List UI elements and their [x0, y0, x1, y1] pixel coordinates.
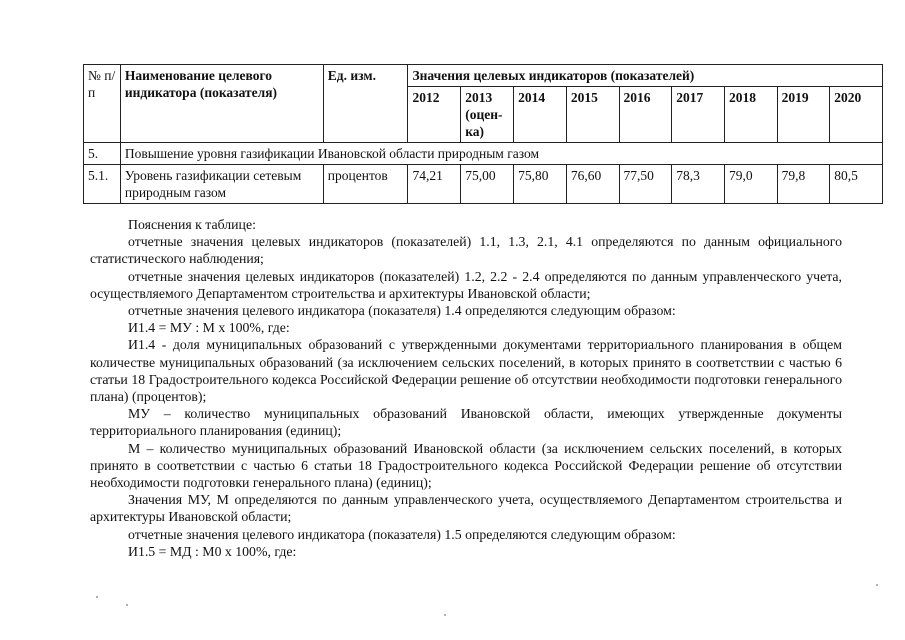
- year-2014: 2014: [514, 87, 567, 143]
- header-name: Наименование целевого индикатора (показателя): [120, 65, 323, 143]
- value-2018: 79,0: [724, 165, 777, 204]
- note-paragraph: отчетные значения целевых индикаторов (показателей) 1.1, 1.3, 2.1, 4.1 определяются по данным официального статистического наблюдения;: [90, 234, 842, 267]
- note-paragraph: М – количество муниципальных образований Ивановской области (за исключением сельских поселений, в которых принято в соответствии с частью 6 статьи 18 Градостроительного кодекса Российской Федерации решение об отсутствии необходимости подготовки генерального плана) (единиц);: [90, 440, 842, 491]
- section-row: [84, 143, 883, 165]
- note-paragraph: И1.4 - доля муниципальных образований с утвержденными документами территориального планирования в общем количестве муниципальных образований (за исключением сельских поселений, в которых принято в соответствии с частью 6 статьи 18 Градостроительного кодекса Российской Федерации решение об отсутствии необходимости подготовки генерального плана) (процентов);: [90, 337, 842, 405]
- value-2012: 74,21: [408, 165, 461, 204]
- table-header-row: [84, 65, 883, 87]
- scan-speck: [96, 596, 98, 598]
- value-2015: 76,60: [566, 165, 619, 204]
- header-unit: Ед. изм.: [323, 65, 408, 143]
- note-paragraph: отчетные значения целевого индикатора (показателя) 1.5 определяются следующим образом:: [128, 526, 676, 542]
- header-num: № п/п: [84, 65, 121, 143]
- year-2012: 2012: [408, 87, 461, 143]
- value-2014: 75,80: [514, 165, 567, 204]
- value-2017: 78,3: [672, 165, 725, 204]
- scan-speck: [876, 584, 878, 586]
- table-row: [84, 165, 883, 204]
- scan-speck: [444, 614, 446, 616]
- year-2019: 2019: [777, 87, 830, 143]
- row-num: 5.1.: [84, 165, 121, 204]
- section-title: Повышение уровня газификации Ивановской области природным газом: [120, 143, 882, 165]
- formula-1-5: И1.5 = МД : М0 х 100%, где:: [128, 543, 297, 559]
- formula-1-4: И1.4 = МУ : М х 100%, где:: [128, 320, 290, 336]
- year-2013: 2013 (оцен-ка): [461, 87, 514, 143]
- year-2016: 2016: [619, 87, 672, 143]
- notes-heading: Пояснения к таблице:: [128, 217, 256, 232]
- value-2020: 80,5: [830, 165, 883, 204]
- row-name: Уровень газификации сетевым природным газом: [120, 165, 323, 204]
- year-2017: 2017: [672, 87, 725, 143]
- row-unit: процентов: [323, 165, 408, 204]
- section-num: 5.: [84, 143, 121, 165]
- year-2018: 2018: [724, 87, 777, 143]
- value-2019: 79,8: [777, 165, 830, 204]
- note-paragraph: МУ – количество муниципальных образований Ивановской области, имеющих утвержденные документы территориального планирования (единиц);: [90, 406, 842, 439]
- note-paragraph: Значения МУ, М определяются по данным управленческого учета, осуществляемого Департаментом строительства и архитектуры Ивановской области;: [90, 492, 842, 525]
- indicators-table: [83, 64, 883, 204]
- year-2015: 2015: [566, 87, 619, 143]
- note-paragraph: отчетные значения целевого индикатора (показателя) 1.4 определяются следующим образом:: [128, 303, 676, 319]
- value-2013: 75,00: [461, 165, 514, 204]
- scan-speck: [126, 604, 128, 606]
- value-2016: 77,50: [619, 165, 672, 204]
- header-values-group: Значения целевых индикаторов (показателей): [408, 65, 883, 87]
- year-2020: 2020: [830, 87, 883, 143]
- table-notes: [90, 216, 842, 560]
- note-paragraph: отчетные значения целевых индикаторов (показателей) 1.2, 2.2 - 2.4 определяются по данным управленческого учета, осуществляемого Департаментом строительства и архитектуры Ивановской области;: [90, 268, 842, 301]
